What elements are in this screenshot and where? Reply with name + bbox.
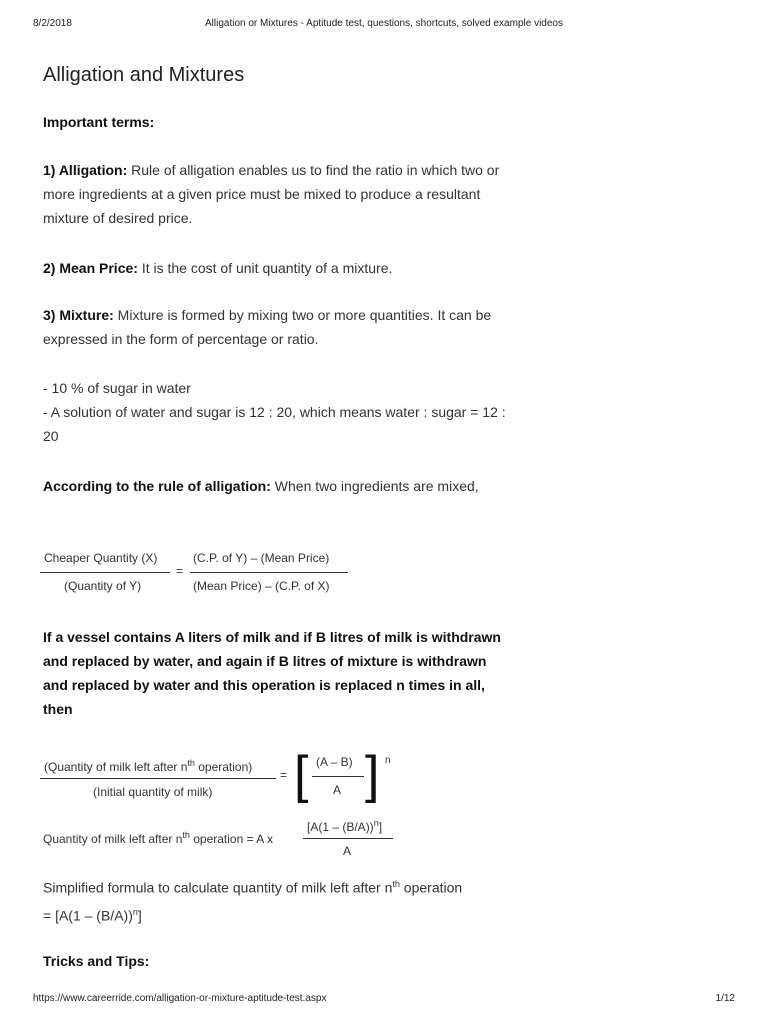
formula2-left-fraction-bar	[40, 778, 276, 779]
formula2-exponent: n	[385, 755, 391, 766]
page-title: Alligation and Mixtures	[43, 64, 245, 86]
formula1-right-fraction-bar	[190, 572, 348, 573]
rule-label: According to the rule of alligation:	[43, 478, 271, 494]
formula2-equals: =	[280, 768, 288, 782]
formula2-right-bracket: ]	[365, 746, 380, 804]
important-terms-heading: Important terms:	[43, 114, 155, 130]
formula3-numerator: [A(1 – (B/A))$^n$]	[307, 818, 383, 834]
term-mean-price-text: It is the cost of unit quantity of a mixture.	[137, 260, 393, 276]
rule-text: When two ingredients are mixed,	[270, 478, 479, 494]
formula1-left-fraction-bar	[40, 572, 170, 573]
formula3-denominator: A	[343, 844, 352, 858]
formula1-left-numerator: Cheaper Quantity (X)	[44, 551, 158, 565]
formula2-right-numerator: (A – B)	[316, 755, 353, 769]
formula2-right-denominator: A	[333, 783, 342, 797]
formula-milk-left	[43, 816, 403, 862]
term-alligation-text: Rule of alligation enables us to find the ratio in which two or more ingredients at a given price must be mixed to produce a resultant mixture of desired price.	[43, 162, 500, 226]
print-title: Alligation or Mixtures - Aptitude test, questions, shortcuts, solved example videos	[205, 18, 563, 29]
print-url: https://www.careerride.com/alligation-or-mixture-aptitude-test.aspx	[33, 993, 327, 1004]
simplified-formula-line1: Simplified formula to calculate quantity of milk left after $n^{th}$ operation	[43, 879, 463, 896]
term-mixture-text: Mixture is formed by mixing two or more quantities. It can be expressed in the form of percentage or ratio.	[43, 307, 492, 347]
formula1-right-numerator: (C.P. of Y) – (Mean Price)	[193, 551, 330, 565]
term-alligation-label: 1) Alligation:	[43, 162, 128, 178]
formula-alligation	[40, 548, 360, 598]
formula2-left-bracket: [	[294, 746, 309, 804]
formula3-prefix: Quantity of milk left after $n^{th}$ operation = A x	[43, 830, 273, 846]
formula2-right-fraction-bar	[312, 776, 364, 777]
formula2-left-denominator: (Initial quantity of milk)	[93, 785, 213, 799]
formula1-left-denominator: (Quantity of Y)	[64, 579, 142, 593]
example-sugar-ratio: - A solution of water and sugar is 12 : 20, which means water : sugar = 12 : 20	[43, 404, 506, 444]
tricks-heading: Tricks and Tips:	[43, 953, 150, 969]
print-date: 8/2/2018	[33, 18, 72, 29]
term-mixture	[43, 303, 513, 351]
simplified-formula-line2: = [A(1 – (B/A))$^n$]	[43, 907, 142, 924]
vessel-paragraph: If a vessel contains A liters of milk and if B litres of milk is withdrawn and replaced by water, and again if B litres of mixture is withdrawn and replaced by water and this operation is replaced n times in all, then	[43, 629, 501, 717]
formula3-fraction-bar	[303, 838, 393, 839]
term-mean-price-label: 2) Mean Price:	[43, 260, 138, 276]
formula1-equals: =	[176, 564, 184, 578]
formula2-left-numerator: (Quantity of milk left after $n^{th}$ operation)	[44, 758, 253, 774]
term-mean-price	[43, 256, 513, 280]
formula1-right-denominator: (Mean Price) – (C.P. of X)	[193, 579, 330, 593]
term-mixture-label: 3) Mixture:	[43, 307, 114, 323]
term-alligation	[43, 158, 513, 230]
example-sugar-percent: - 10 % of sugar in water	[43, 380, 191, 396]
formula-milk-ratio	[40, 746, 400, 804]
rule-of-alligation	[43, 474, 513, 498]
print-page-number: 1/12	[715, 993, 735, 1004]
